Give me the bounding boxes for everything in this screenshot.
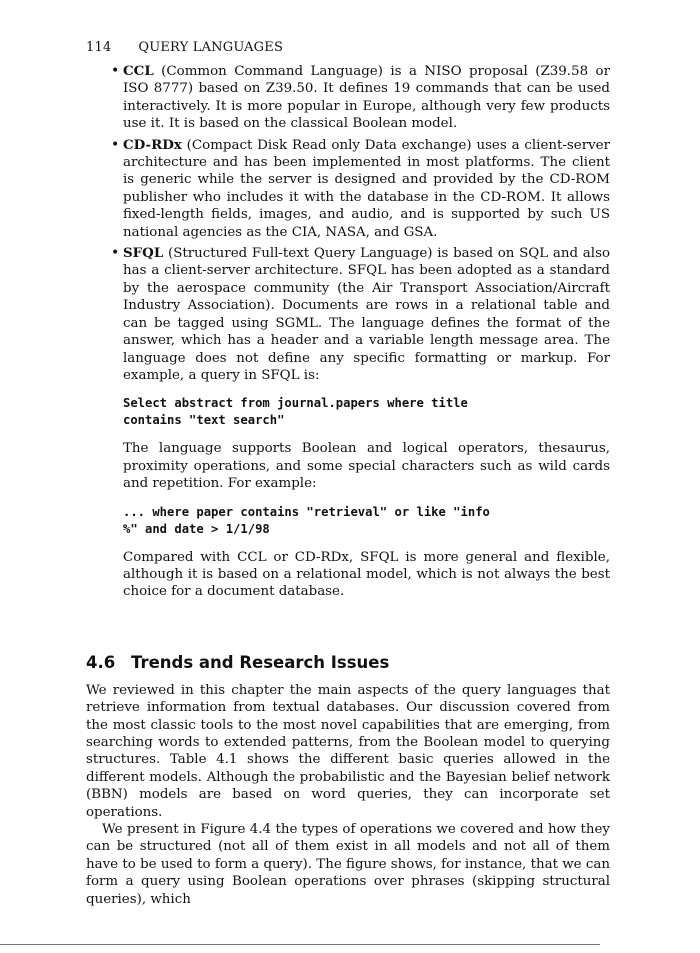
sfql-comparison-paragraph: Compared with CCL or CD-RDx, SFQL is more general and flexible, although it is based on a relational model, which is not always the best choice for a document database. xyxy=(123,549,610,600)
section-number: 4.6 xyxy=(86,652,116,672)
query-language-list xyxy=(86,63,610,601)
running-head xyxy=(86,40,610,55)
code-example-select: Select abstract from journal.papers where title contains "text search" xyxy=(123,396,468,428)
body-paragraph-2: We present in Figure 4.4 the types of operations we covered and how they can be structured (not all of them exist in all models and not all of them have to be used to form a query). The figure shows, for instance, that we can form a query using Boolean operations over phrases (skipping structural queries), which xyxy=(86,822,610,907)
bullet-ccl xyxy=(86,63,610,133)
page xyxy=(86,40,610,908)
bullet-dot: • xyxy=(111,136,120,153)
bullet-cd-rdx xyxy=(86,137,610,241)
section-heading xyxy=(86,653,610,672)
section-title: Trends and Research Issues xyxy=(131,652,390,672)
footer-rule xyxy=(0,944,600,945)
bullet-sfql xyxy=(86,245,610,601)
body-paragraph-1: We reviewed in this chapter the main aspects of the query languages that retrieve information from textual databases. Our discussion covered from the most classic tools to the most novel capabilities that are emerging, from searching words to extended patterns, from the Boolean model to querying structures. Table 4.1 shows the different basic queries allowed in the different models. Although the probabilistic and the Bayesian belief network (BBN) models are based on word queries, they can incorporate set operations. xyxy=(86,682,610,820)
bullet-dot: • xyxy=(111,245,120,262)
bullet-term: CD-RDx xyxy=(123,136,182,153)
bullet-text: (Compact Disk Read only Data exchange) uses a client-server architecture and has been implemented in most platforms. The client is generic while the server is designed and provided by the CD-ROM publisher who includes it with the database in the CD-ROM. It allows fixed-length fields, images, and audio, and is supported by such US national agencies as the CIA, NASA, and GSA. xyxy=(123,137,610,240)
bullet-term: SFQL xyxy=(123,245,164,262)
sfql-operators-paragraph: The language supports Boolean and logical operators, thesaurus, proximity operations, and some special characters such as wild cards and repetition. For example: xyxy=(123,441,610,492)
bullet-text: (Common Command Language) is a NISO proposal (Z39.58 or ISO 8777) based on Z39.50. It defines 19 commands that can be used interactively. It is more popular in Europe, although very few products use it. It is based on the classical Boolean model. xyxy=(123,64,610,132)
running-title: QUERY LANGUAGES xyxy=(138,40,284,55)
bullet-term: CCL xyxy=(123,63,154,79)
bullet-dot: • xyxy=(111,63,120,79)
code-example-where: ... where paper contains "retrieval" or like "info %" and date > 1/1/98 xyxy=(123,504,490,536)
bullet-text: (Structured Full-text Query Language) is based on SQL and also has a client-server architecture. SFQL has been adopted as a standard by the aerospace community (the Air Transport Association/Aircraft Industry Association). Documents are rows in a relational table and can be tagged using SGML. The language defines the format of the answer, which has a header and a variable length message area. The language does not define any specific formatting or markup. For example, a query in SFQL is: xyxy=(123,246,610,383)
page-number: 114 xyxy=(86,40,112,55)
